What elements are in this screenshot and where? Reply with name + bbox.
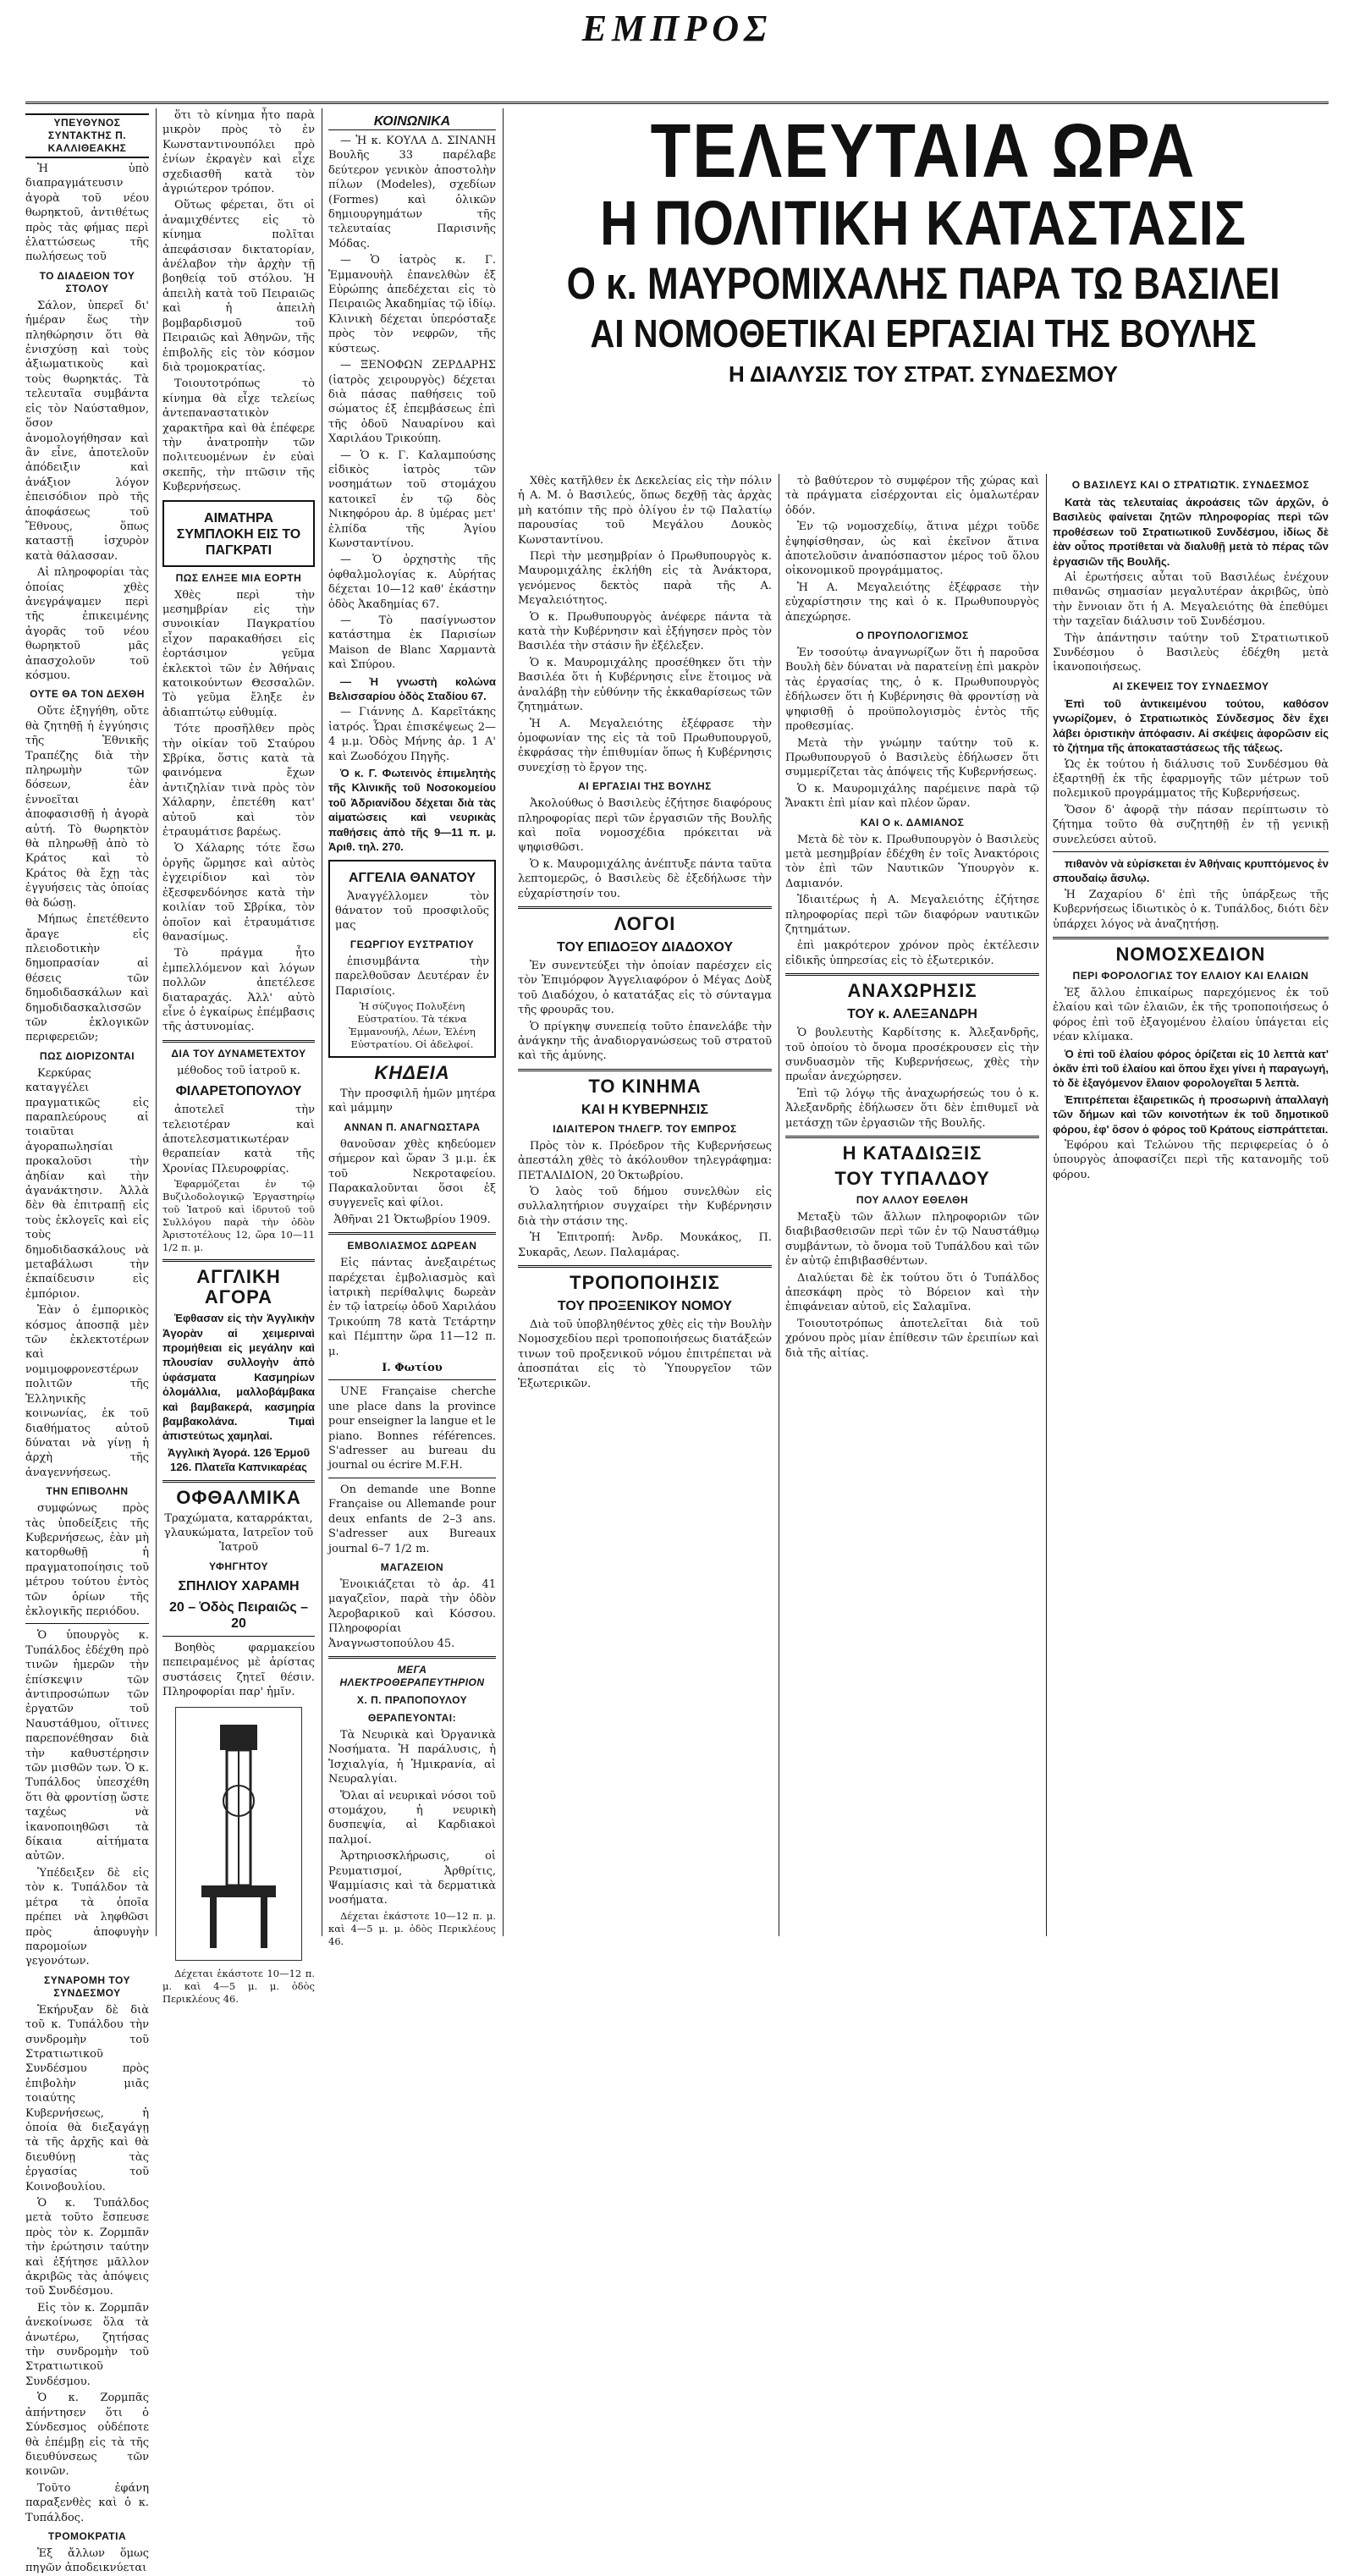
paragraph: — Ὁ κ. Γ. Καλαμπούσης εἰδικὸς ἰατρὸς τῶν νοσημάτων τοῦ στομάχου κατοικεῖ ἐν τῷ δὸς Νικηφόρου ἀρ. 8 ὑμέρας μετ' ἐλπίδα τῆς Ἁγίου Κωνσταντίνου. (328, 449, 496, 550)
headline-sub: ΙΔΙΑΙΤΕΡΟΝ ΤΗΛΕΓΡ. ΤΟΥ ΕΜΠΡΟΣ (553, 1122, 737, 1135)
ad-title-ofthalmika: ΟΦΘΑΛΜΙΚΑ (176, 1486, 301, 1508)
paragraph: Ὁ κ. Πρωθυπουργὸς ἀνέφερε πάντα τὰ κατὰ τὴν Κυβέρνησιν καὶ ἐξήγησεν πρὸς τὸν Βασιλέα τὴν στάσιν ἣν ἐξέλεξεν. (518, 610, 772, 653)
headline-sub: ΠΕΡΙ ΦΟΡΟΛΟΓΙΑΣ ΤΟΥ ΕΛΑΙΟΥ ΚΑΙ ΕΛΑΙΩΝ (1072, 969, 1309, 982)
paragraph: Εἰς πάντας ἀνεξαιρέτως παρέχεται ἐμβολιασμὸς καὶ ἰατρικὴ περίθαλψις δωρεὰν ἐν τῷ ἰατρείῳ ὁδοῦ Χαριλάου Τρικούπη 78 κατὰ Τετάρτην καὶ Πέμπτην ὥρα 11—12 π. μ. (328, 1257, 496, 1358)
column-5 (785, 474, 1039, 1936)
paragraph: συμφώνως πρὸς τὰς ὑποδείξεις τῆς Κυβερνήσεως, ἐὰν μὴ κατορθωθῇ ἡ πραγματοποίησις τοῦ μέτρου τούτου ἐντὸς τῶν ὁρίων τῆς ἐκλογικῆς περιόδου. (25, 1502, 149, 1618)
paragraph: Ὁ ὑπουργὸς κ. Τυπάλδος ἐδέχθη πρὸ τινῶν ἡμερῶν τὴν ἐπίσκεψιν τῶν ἀντιπροσώπων τῶν ἐργατῶν τοῦ Ναυστάθμου, οἵτινες παρεπονέθησαν διὰ τὴν καθυστέρησιν τῶν μισθῶν των. Ὁ κ. Τυπάλδος ὑπεσχέθη ὅτι θὰ φροντίσῃ ὥστε ταχέως νὰ ἱκανοποιηθῶσι τὰ δίκαια αἰτήματα αὐτῶν. (25, 1629, 149, 1863)
ad-name: ΣΠΗΛΙΟΥ ΧΑΡΑΜΗ (178, 1578, 300, 1593)
column-rule (503, 108, 504, 1936)
illustration-electrotherapy (175, 1707, 302, 1961)
paragraph: ὅτι τὸ κίνημα ἦτο παρὰ μικρὸν πρὸς τὸ ἐν Κωνσταντινουπόλει πρὸ ἐνίων ἐκραγὲν καὶ εἶχε σχεδιασθῆ κατὰ τὸν ἀγριώτερον τρόπον. (162, 109, 315, 196)
news-box-pagkrati (162, 500, 315, 567)
paragraph: Ὁ κ. Γ. Φωτεινὸς ἐπιμελητὴς τῆς Κλινικῆς τοῦ Νοσοκομείου τοῦ Ἀδριανίδου δέχεται διὰ τὰς αἱματώσεις καὶ νευρικὰς παθήσεις ἀπὸ τῆς 9—11 π. μ. Ἀριθ. τηλ. 270. (328, 767, 496, 854)
divider (25, 1623, 149, 1624)
paragraph: Ὁ λαὸς τοῦ δήμου συνελθὼν εἰς συλλαλητήριον συγχαίρει τὴν Κυβέρνησιν διὰ τὴν στάσιν της. (518, 1186, 772, 1228)
divider (328, 1232, 496, 1235)
death-notice-box (328, 860, 496, 1058)
paragraph: πιθανὸν νὰ εὑρίσκεται ἐν Ἀθήναις κρυπτόμενος ἐν σπουδαίῳ ἄσυλῳ. (1053, 856, 1329, 885)
headline-teleftaia-ora: ΤΕΛΕΥΤΑΙΑ ΩΡΑ (650, 107, 1197, 194)
main-headline-block (518, 108, 1329, 464)
paragraph: Διαλύεται δὲ ἐκ τούτου ὅτι ὁ Τυπάλδος ἀπεσκάφη πρὸς τὸ Βόρειον καὶ τὴν ἐπιφάνειαν αὐτοῦ, εἰς Σαλαμῖνα. (785, 1271, 1039, 1314)
column-6 (1053, 474, 1329, 1936)
paragraph: Ὁ κ. Μαυρομιχάλης παρέμεινε παρὰ τῷ Ἄνακτι ἐπὶ μίαν καὶ πλέον ὥραν. (785, 782, 1039, 811)
subheading: Ο ΒΑΣΙΛΕΥΣ ΚΑΙ Ο ΣΤΡΑΤΙΩΤΙΚ. ΣΥΝΔΕΣΜΟΣ (1071, 479, 1310, 491)
headline-tropopoiisis: ΤΡΟΠΟΠΟΙΗΣΙΣ (570, 1272, 720, 1294)
paragraph: Τοῦτο ἐφάνη παραξενθὲς καὶ ὁ κ. Τυπάλδος. (25, 2481, 149, 2524)
paragraph: Ὁ κ. Μαυρομιχάλης ἀνέπτυξε πάντα ταῦτα λεπτομερῶς, ὁ Βασιλεὺς δὲ ἐξεδήλωσε τὴν εὐχαρίστησίν του. (518, 857, 772, 900)
paragraph: — ΞΕΝΟΦΩΝ ΖΕΡΔΑΡΗΣ (ἰατρὸς χειρουργὸς) δέχεται διὰ πάσας παθήσεις τοῦ σώματος ἐξ ἐπεμβάσεως ἐπὶ τῆς ὁδοῦ Ναυαρίνου καὶ Χαριλάου Τρικούπη. (328, 359, 496, 446)
column-1 (25, 108, 149, 2575)
subheading: ΑΙ ΕΡΓΑΣΙΑΙ ΤΗΣ ΒΟΥΛΗΣ (578, 780, 712, 793)
paragraph-french: On demande une Bonne Française ou Allemande pour deux enfants de 2–3 ans. S'adresser aux Bureaux journal 6–7 1/2 m. (328, 1483, 496, 1555)
paragraph: Κερκύρας καταγγέλει πραγματικῶς εἰς παραπλεύρους αἱ τοιαῦται ἀγοραπωλησίαι προκαλοῦσι τὴν ἀηδίαν καὶ τὴν ἀγανάκτησιν. Ἀλλὰ δὲν θὰ ἐπιτραπῇ εἰς τοὺς ἐκλογεῖς καὶ εἰς τοὺς δημοδιδασκάλους νὰ μεταβάλωσι τὴν ἐκπαίδευσιν εἰς ἐμπόριον. (25, 1066, 149, 1301)
paragraph: Ἐν τῷ νομοσχεδίῳ, ἅτινα μέχρι τοῦδε ἐψηφίσθησαν, ὡς καὶ ἐκεῖνον ἅτινα ἀποτελοῦσιν ἀναπόσπαστον μέρος τοῦ ὅλου οἰκονομικοῦ προγράμματος. (785, 520, 1039, 578)
ad-name: Χ. Π. ΠΡΑΠΟΠΟΥΛΟΥ (356, 1693, 468, 1706)
divider (328, 1379, 496, 1380)
paragraph: — Ἡ γνωστὴ κολώνα Βελισσαρίου ὁδὸς Σταδίου 67. (328, 674, 496, 703)
paragraph: Ὁ βουλευτὴς Καρδίτσης κ. Ἀλεξανδρῆς, τοῦ ὁποίου τὸ ὄνομα προσέκρουσεν εἰς τὴν συνδυασμὸν τῆς Κυβερνήσεως, χθὲς τὴν πρωΐαν ἀνεχώρησεν. (785, 1027, 1039, 1084)
paragraph: — Ὁ ὀρχηστὴς τῆς ὀφθαλμολογίας κ. Αὐρήτας δέχεται 10—12 καθ' ἑκάστην ὁδὸς Ἀκαδημίας 67. (328, 553, 496, 611)
ad-heading: ΜΑΓΑΖΕΙΟΝ (380, 1560, 444, 1573)
paragraph: Μεταξὺ τῶν ἄλλων πληροφοριῶν τῶν διαβιβασθεισῶν περὶ τῶν ἐν τῷ Ναυστάθμῳ συμβάντων, τὸ ὄνομα τοῦ Τυπάλδου καὶ τῶν ἐν αὐτῷ ἐπιβιβασθέντων. (785, 1211, 1039, 1269)
divider (785, 973, 1039, 976)
ad-title-agglikh-agora: ΑΓΓΛΙΚΗ ΑΓΟΡΑ (196, 1266, 281, 1308)
paragraph: Ἀναγγέλλομεν τὸν θάνατον τοῦ προσφιλοῦς μας (335, 889, 489, 933)
column-2 (162, 108, 315, 2005)
subheading: ΠΩΣ ΔΙΟΡΙΖΟΝΤΑΙ (39, 1049, 135, 1062)
column-4 (518, 474, 772, 1936)
deceased-name: ΑΝΝΑΝ Π. ΑΝΑΓΝΩΣΤΑΡΑ (344, 1120, 481, 1133)
paragraph: Ὁ ἐπὶ τοῦ ἐλαίου φόρος ὁρίζεται εἰς 10 λεπτὰ κατ' ὀκᾶν ἐπὶ τοῦ ἐλαίου καὶ ὅπου ἔχει γίνει ἡ παραγωγή, τὸ δὲ ἐξαγόμενον ἔλαιον φορολογεῖται 5 λεπτὰ. (1053, 1047, 1329, 1090)
headline-anachorisis: ΑΝΑΧΩΡΗΣΙΣ (847, 980, 977, 1002)
subheading: ΤΗΝ ΕΠΙΒΟΛΗΝ (46, 1485, 129, 1498)
subheading: ΟΥΤΕ ΘΑ ΤΟΝ ΔΕΧΘΗ (30, 688, 145, 701)
paragraph: Τὴν ἀπάντησιν ταύτην τοῦ Στρατιωτικοῦ Συνδέσμου ὁ Βασιλεὺς ἐδέχθη μετὰ ἱκανοποιήσεως. (1053, 631, 1329, 674)
ad-heading: ΜΕΓΑ ΗΛΕΚΤΡΟΘΕΡΑΠΕΥΤΗΡΙΟΝ (339, 1663, 485, 1688)
divider (785, 1136, 1039, 1138)
ad-heading: ΔΙΑ ΤΟΥ ΔΥΝΑΜΕΤΕΧΤΟΥ (171, 1047, 306, 1060)
paragraph: Ὅσον δ' ἀφορᾷ τὴν πάσαν περίπτωσιν τὸ ζήτημα τοῦτο θὰ συζητηθῇ ἐν τῇ γενικῇ συνελεύσει αὐτοῦ. (1053, 803, 1329, 846)
subheading: ΤΟ ΔΙΑΔΕΙΟΝ ΤΟΥ ΣΤΟΛΟΥ (39, 269, 135, 294)
paragraph: Ἡ Ζαχαρίου δ' ἐπὶ τῆς ὑπάρξεως τῆς Κυβερνήσεως ἰδιωτικὸς ὁ κ. Τυπάλδος, διότι δὲν ὑπάρχει λόγος νὰ ἀναζητήσῃ. (1053, 888, 1329, 931)
ad-subheading: ΘΕΡΑΠΕΥΟΝΤΑΙ: (367, 1711, 457, 1724)
paragraph: Ἐφαρμόζεται ἐν τῷ Βυζιλοδολογικῷ Ἐργαστηρίῳ τοῦ Ἰατροῦ καὶ ἰδρυτοῦ τοῦ Συλλόγου παρὰ τὴν ὁδὸν Ἀριστοτέλους 12, ὥρα 10—11 1/2 π. μ. (162, 1178, 315, 1254)
subheading: ΣΥΝΑΡΟΜΗ ΤΟΥ ΣΥΝΔΕΣΜΟΥ (44, 1973, 130, 1999)
paragraph: Διὰ τοῦ ὑποβληθέντος χθὲς εἰς τὴν Βουλὴν Νομοσχεδίου περὶ τροποποιήσεως διατάξεών τινων τοῦ προξενικοῦ νόμου ἐπιτρέπεται νὰ ἀποσπάται εἰς τὸ Ὑπουργεῖον τῶν Ἐξωτερικῶν. (518, 1318, 772, 1390)
paragraph: Ἐκήρυξαν δὲ διὰ τοῦ κ. Τυπάλδου τὴν συνδρομὴν τοῦ Στρατιωτικοῦ Συνδέσμου πρὸς ἐπιβολὴν μιᾶς τοιαύτης Κυβερνήσεως, ἡ ὁποία θὰ διεξαγάγῃ τὰ τῆς ἀρχῆς καὶ θὰ διευθύνῃ τὰς ἐργασίας τοῦ Κοινοβουλίου. (25, 2003, 149, 2193)
paragraph: Ἡ σύζυγος Πολυξένη Εὐστρατίου. Τὰ τέκνα Ἐμμανουήλ, Λέων, Ἑλένη Εὐστρατίου. Οἱ ἀδελφοί. (349, 999, 476, 1050)
ad-heading: ΕΜΒΟΛΙΑΣΜΟΣ ΔΩΡΕΑΝ (347, 1240, 477, 1252)
divider (328, 1656, 496, 1659)
paragraph: Ἰδιαιτέρως ἡ Α. Μεγαλειότης ἐζήτησε πληροφορίας περὶ τῶν διαφόρων ναυτικῶν ζητημάτων. (785, 894, 1039, 936)
paragraph: — Ἡ κ. ΚΟΥΛΑ Δ. ΣΙΝΑΝΗ Βουλῆς 33 παρέλαβε δεύτερον γενικὸν ἀποστολὴν πίλων (Modeles), σχεδίων (Formes) καὶ ὁλικῶν δημιουργημάτων τῆς τελευταίας Παρισινῆς Μόδας. (328, 135, 496, 250)
ad-line: μέθοδος τοῦ ἰατροῦ κ. (177, 1064, 300, 1077)
headline-kinima: ΤΟ ΚΙΝΗΜΑ (588, 1075, 702, 1097)
ad-address: Ἀγγλικὴ Ἀγορά. 126 Ἑρμοῦ 126. Πλατεῖα Καπνικαρέας (167, 1445, 311, 1474)
headline-sub: ΚΑΙ Η ΚΥΒΕΡΝΗΣΙΣ (581, 1102, 708, 1117)
divider (518, 1069, 772, 1071)
paragraph: Εἰς τὸν κ. Ζορμπᾶν ἀνεκοίνωσε ὅλα τὰ ἀνωτέρω, ζητήσας τὴν συνδρομὴν τοῦ Στρατιωτικοῦ Συνδέσμου. (25, 2301, 149, 2388)
subheading: ΤΡΟΜΟΚΡΑΤΙΑ (47, 2529, 127, 2542)
divider (162, 1040, 315, 1043)
headline-nomothetikai: ΑΙ ΝΟΜΟΘΕΤΙΚΑΙ ΕΡΓΑΣΙΑΙ ΤΗΣ ΒΟΥΛΗΣ (590, 312, 1257, 356)
top-rule (25, 102, 1329, 104)
paragraph: Ἐπιτρέπεται ἐξαιρετικῶς ἡ προσωρινὴ ἀπαλλαγὴ τῶν δήμων καὶ τῶν κοινοτήτων ἐκ τοῦ δημοτικοῦ φόρου, ἐφ' ὅσον ὁ φόρος τοῦ Κράτους εἰσπράττεται. (1053, 1093, 1329, 1136)
headline-katadioxis: Η ΚΑΤΑΔΙΩΞΙΣ (842, 1142, 982, 1164)
column-rule (156, 108, 157, 1936)
paragraph: τὸ βαθύτερον τὸ συμφέρον τῆς χώρας καὶ τὰ πράγματα εἰσέρχονται εἰς ὁμαλωτέραν ὁδόν. (785, 475, 1039, 517)
paragraph: — Γιάννης Δ. Καρεῖτάκης ἰατρός. Ὧραι ἐπισκέψεως 2—4 μ.μ. Ὁδὸς Μήνης ἀρ. 1 Α' καὶ Ζωοδόχου Πηγῆς. (328, 706, 496, 763)
subheading: ΠΩΣ ΕΛΗΞΕ ΜΙΑ ΕΟΡΤΗ (175, 571, 302, 584)
paragraph: Ἐξ ἄλλου ἐπικαίρως παρεχόμενος ἐκ τοῦ ἐλαίου καὶ τῶν ἐλαιῶν, ἐκ τῆς τροποποιήσεως ὁ φόρος ἐπὶ τοῦ ἐξαγομένου ἐλαίου ὑπάγεται εἰς νέαν κλίμακα. (1053, 986, 1329, 1044)
paragraph: θανοῦσαν χθὲς κηδεύομεν σήμερον καὶ ὥραν 3 μ.μ. ἐκ τοῦ Νεκροταφείου. Παρακαλοῦνται ὅσοι ἐξ συγγενεῖς καὶ φίλοι. (328, 1137, 496, 1210)
paragraph: ἐπὶ μακρότερον χρόνον πρὸς ἐκτέλεσιν εἰδικῆς ὑπηρεσίας εἰς τὸ ἐξωτερικόν. (785, 939, 1039, 967)
ad-text: Ἐφθασαν εἰς τὴν Ἀγγλικὴν Ἀγορὰν αἱ χειμεριναὶ προμήθειαι εἰς μεγάλην καὶ πλουσίαν συλλογὴν ἀπὸ ὑφάσματα Κασμηρίων ὁλομάλλια, μαλλοβάμβακα καὶ βαμβακερά, κασμηρία βαμβακολάνα. Τιμαὶ ἀπιστεύτως χαμηλαί. (162, 1312, 315, 1443)
paragraph: Τὴν προσφιλῆ ἡμῶν μητέρα καὶ μάμμην (328, 1087, 496, 1115)
headline-sub: ΠΟΥ ΑΛΛΟΥ ΕΘΕΛΘΗ (856, 1194, 969, 1207)
paragraph: Πρὸς τὸν κ. Πρόεδρον τῆς Κυβερνήσεως ἀπεστάλη χθὲς τὸ ἀκόλουθον τηλεγράφημα: ΠΕΤΑΛΙΔΙΟΝ, 20 Ὀκτωβρίου. (518, 1139, 772, 1182)
paragraph: Ὁ Χάλαρης τότε ἔσω ὀργῆς ὥρμησε καὶ αὐτὸς ἐγχειρίδιον καὶ τὸν ἐξεσφενδόνησε κατὰ τὴν κοιλίαν τοῦ Σβρίκα, τὸν ὁποῖον καὶ ἐτραυμάτισε θανασίμως. (162, 842, 315, 944)
paragraph: Περὶ τὴν μεσημβρίαν ὁ Πρωθυπουργὸς κ. Μαυρομιχάλης ἐκλήθη εἰς τὰ Ἀνάκτορα, γενόμενος δεκτὸς παρὰ τῆς Α. Μεγαλειότητος. (518, 550, 772, 608)
ad-name: ΦΙΛΑΡΕΤΟΠΟΥΛΟΥ (175, 1084, 302, 1099)
paragraph: ἐπισυμβάντα τὴν παρελθοῦσαν Δευτέραν ἐν Παρισίοις. (335, 955, 489, 998)
divider (1053, 851, 1329, 852)
paragraph: Ἡ ὑπὸ διαπραγμάτευσιν ἀγορὰ τοῦ νέου θωρηκτοῦ, ἀντιθέτως πρὸς τὰς φήμας περὶ ἐλαττώσεως τῆς πωλήσεως τοῦ (25, 162, 149, 264)
paragraph: Τὸ πράγμα ἦτο ἐμπελλόμενον καὶ λόγων πολλῶν ἀπετέλεσε διαταραχάς. Ἀλλ' αὐτὸ εἶνε ὁ ἐγκαίρως ἐπέμβασις τῆς ἀστυνομίας. (162, 947, 315, 1034)
divider (162, 1636, 315, 1637)
paragraph: Κατὰ τὰς τελευταίας ἀκροάσεις τῶν ἀρχῶν, ὁ Βασιλεὺς φαίνεται ζητῶν πληροφορίας περὶ τῶν προθέσεων τοῦ Στρατιωτικοῦ Συνδέσμου, ἰδίως δὲ ἐὰν οὗτος προτίθεται νὰ διαλυθῇ μετὰ τὸ πέρας τῶν ἐργασιῶν τῆς Βουλῆς. (1053, 496, 1329, 568)
paragraph: Ὑπέδειξεν δὲ εἰς τὸν κ. Τυπάλδον τὰ μέτρα τὰ ὁποῖα πρέπει νὰ ληφθῶσι πρὸς ἀποφυγὴν παρομοίων γεγονότων. (25, 1866, 149, 1968)
paragraph: Βοηθὸς φαρμακείου πεπειραμένος μὲ ἀρίστας συστάσεις ζητεῖ θέσιν. Πληροφορίαι παρ' ἡμῖν. (162, 1641, 315, 1699)
divider (162, 1480, 315, 1483)
ad-name: ΥΦΗΓΗΤΟΥ (208, 1560, 269, 1572)
deceased-name: ΓΕΩΡΓΙΟΥ ΕΥΣΤΡΑΤΙΟΥ (350, 938, 475, 950)
headline-sub: ΤΟΥ ΕΠΙΔΟΞΟΥ ΔΙΑΔΟΧΟΥ (557, 939, 733, 955)
subheading: ΑΙ ΣΚΕΨΕΙΣ ΤΟΥ ΣΥΝΔΕΣΜΟΥ (1112, 680, 1269, 692)
ad-text: Τραχώματα, καταρράκται, γλαυκώματα, Ιατρεῖον τοῦ Ἰατροῦ (163, 1511, 314, 1555)
paragraph: Σάλον, ὑπερεῖ δι' ἡμέραν ἕως τὴν πληθώρησιν ὅτι θὰ ἐνισχύσῃ καὶ τοὺς ἀξιωματικοὺς καὶ τοὺς θωρηκτάς. Τὰ τελευταῖα συμβάντα εἰς τὸν Ναύσταθμον, ὅσον ἀνομολογήθησαν καὶ ἂν εἶνε, ἀποτελοῦν ἀπόδειξιν καὶ ἀνάξιον λόγον ἐπεισόδιον πρὸ τῆς ἀποφάσεως τοῦ Ἔθνους, ὅπως καταστῇ ἰσχυρὸν κατὰ θάλασσαν. (25, 299, 149, 563)
paragraph: Τότε προσῆλθεν πρὸς τὴν οἰκίαν τοῦ Σταύρου Σβρίκα, ὅστις κατὰ τὰ φαινόμενα ἔχων ἀντιζηλίαν τινὰ πρὸς τὸν Χάλαρην, ἐπετέθη κατ' αὐτοῦ καὶ τὸν ἐτραυμάτισε βαρέως. (162, 723, 315, 839)
paragraph: Δέχεται ἑκάστοτε 10—12 π. μ. καὶ 4—5 μ. μ. ὁδὸς Περικλέους 46. (328, 1909, 496, 1947)
paragraph: Χθὲς κατῆλθεν ἐκ Δεκελείας εἰς τὴν πόλιν ἡ Α. Μ. ὁ Βασιλεύς, ὅπως δεχθῇ τὰς ἀρχὰς μὴ κατόπιν τῆς πρὸ ὀλίγου ἐν τῷ Παλατίῳ παρουσίας τοῦ Μεγάλου Δουκὸς Κωνσταντίνου. (518, 475, 772, 547)
funeral-heading: ΚΗΔΕΙΑ (374, 1061, 450, 1083)
paragraph: Ὅλαι αἱ νευρικαὶ νόσοι τοῦ στομάχου, ἡ νευρικὴ δυσπεψία, αἱ Καρδιακοὶ παλμοί. (328, 1789, 496, 1847)
paragraph: Ἐπὶ τοῦ ἀντικειμένου τούτου, καθόσον γνωρίζομεν, ὁ Στρατιωτικὸς Σύνδεσμος δὲν ἔχει λάβει ὁριστικὴν ἀπόφασιν. Αἱ σκέψεις ἀφορῶσιν εἰς τὸ ζήτημα τῆς ἀποκαταστάσεως τῆς τάξεως. (1053, 696, 1329, 755)
paragraph: Μετὰ δὲ τὸν κ. Πρωθυπουργὸν ὁ Βασιλεὺς μετὰ μεσημβρίαν ἐδέχθη ἐν τοῖς Ἀνακτόροις τὸν ἐπὶ τῶν Ναυτικῶν Ὑπουργὸν κ. Δαμιανόν. (785, 833, 1039, 890)
paragraph: Ὁ κ. Τυπάλδος μετὰ τοῦτο ἔσπευσε πρὸς τὸν κ. Ζορμπᾶν τὴν ἐρώτησιν ταύτην καὶ ἐξήτησε μᾶλλον ἀκριβῶς τὰς ἀπόψεις τοῦ Συνδέσμου. (25, 2197, 149, 2298)
subheading: Ο ΠΡΟΥΠΟΛΟΓΙΣΜΟΣ (856, 630, 969, 642)
paragraph: Ἀρτηριοσκλήρωσις, οἱ Ρευματισμοί, Ἀρθρίτις, Ψαμμίασις καὶ τὰ δερματικὰ νοσήματα. (328, 1850, 496, 1907)
paragraph: Ἐν τοσούτῳ ἀναγνωρίζων ὅτι ἡ παροῦσα Βουλὴ δὲν δύναται νὰ παρατείνῃ ἐπὶ μακρὸν τὰς ἐργασίας της, ὁ κ. Πρωθυπουργὸς ἐδήλωσεν ὅτι ἡ Κυβέρνησις θὰ φροντίσῃ νὰ ψηφισθῇ ὁ προϋπολογισμὸς ἐντὸς τῆς προθεσμίας. (785, 647, 1039, 734)
paragraph-french: UNE Française cherche une place dans la province pour enseigner la langue et le piano. Bonnes références. S'adresser au bureau du journal ou écrire M.F.H. (328, 1385, 496, 1472)
paragraph: Τοιουτοτρόπως ἀποτελεῖται διὰ τοῦ χρόνου πρὸς μίαν ἐπίθεσιν τῶν ἐρειπίων καὶ διὰ τῆς αἰτίας. (785, 1317, 1039, 1360)
paragraph: ἀποτελεῖ τὴν τελειοτέραν καὶ ἀποτελεσματικωτέραν θεραπείαν κατὰ τῆς Χρονίας Πλευροφρίας. (162, 1104, 315, 1175)
headline-mavromichalis: Ο κ. ΜΑΥΡΟΜΙΧΑΛΗΣ ΠΑΡΑ ΤΩ ΒΑΣΙΛΕΙ (566, 259, 1280, 309)
subheading: ΚΑΙ Ο κ. ΔΑΜΙΑΝΟΣ (860, 816, 965, 828)
paragraph: Ἐπὶ τῷ λόγῳ τῆς ἀναχωρήσεώς του ὁ κ. Ἀλεξανδρῆς ἐδήλωσεν ὅτι δὲν ἐπιθυμεῖ νὰ μετάσχῃ τῶν ἐργασιῶν τῆς Βουλῆς. (785, 1087, 1039, 1130)
divider (518, 1265, 772, 1268)
paragraph: Δέχεται ἑκάστοτε 10—12 π. μ. καὶ 4—5 μ. μ. ὁδὸς Περικλέους 46. (162, 1967, 315, 2005)
headline-politiki-katastasis: Η ΠΟΛΙΤΙΚΗ ΚΑΤΑΣΤΑΣΙΣ (599, 189, 1247, 259)
paragraph: Ἡ Ἐπιτροπή: Ἀνδρ. Μουκάκος, Π. Συκαρᾶς, Λεων. Παλαμάρας. (518, 1231, 772, 1259)
headline-dialysis: Η ΔΙΑΛΥΣΙΣ ΤΟΥ ΣΤΡΑΤ. ΣΥΝΔΕΣΜΟΥ (728, 361, 1118, 387)
paragraph: Τοιουτοτρόπως τὸ κίνημα θὰ εἶχε τελείως ἀντεπαναστατικὸν χαρακτῆρα καὶ θὰ ἐπέφερε τὴν ἀνατροπὴν τῶν πολιτευομένων ἐν εὐαὶ σκεπῆς, τὴν πτῶσιν τῆς Κυβερνήσεως. (162, 377, 315, 494)
paragraph: — Ὁ ἰατρὸς κ. Γ. Ἐμμανουὴλ ἐπανελθὼν ἐξ Εὐρώπης ἀπεδέχεται εἰς τὸ Πειραιῶς Ἀκαδημίας τῷ ἰδίῳ. Κλινικὴ δέχεται ὑπερόσταξε πρὸς τὸν νεφρῶν, τῆς κύστεως. (328, 254, 496, 355)
paragraph: Ὁ κ. Μαυρομιχάλης προσέθηκεν ὅτι τὴν Βασιλέα ὅτι ἡ Κυβέρνησις εἶνε ἕτοιμος νὰ ἀναλάβῃ τὴν εὐθύνην τῆς ἐκκαθαρίσεως τῶν ζητημάτων. (518, 656, 772, 714)
date: Ἀθῆναι 21 Ὀκτωβρίου 1909. (333, 1213, 491, 1226)
ad-address: 20 – Ὁδὸς Πειραιῶς – 20 (168, 1599, 308, 1631)
paragraph: Μετὰ τὴν γνώμην ταύτην τοῦ κ. Πρωθυπουργοῦ ὁ Βασιλεὺς ἐδήλωσεν ὅτι συμμερίζεται τὰς ἀπόψεις τῆς Κυβερνήσεως. (785, 736, 1039, 779)
paragraph: Οὕτως φέρεται, ὅτι οἱ ἀναμιχθέντες εἰς τὸ κίνημα πολῖται ἀπεφάσισαν δικτατορίαν, ἀνέλαβον τὴν ἀρχὴν τῇ βοηθείᾳ τοῦ στόλου. Ἡ ἀπειλὴ κατὰ τοῦ Πειραιῶς καὶ ἡ ἀπειλὴ βομβαρδισμοῦ τοῦ Πειραιῶς καὶ Ἀθηνῶν, τῆς ἐπιβολῆς εἰς τὸν κόσμον διὰ τρομοκρατίας. (162, 199, 315, 374)
paragraph: Ἀκολούθως ὁ Βασιλεὺς ἐζήτησε διαφόρους πληροφορίας περὶ τῶν ἐργασιῶν τῆς Βουλῆς καὶ ποῖα νομοσχέδια πρόκειται νὰ ψηφισθῶσι. (518, 797, 772, 855)
headline-nomosxedion: ΝΟΜΟΣΧΕΔΙΟΝ (1115, 943, 1266, 965)
editor-line: ΥΠΕΥΘΥΝΟΣ ΣΥΝΤΑΚΤΗΣ Π. ΚΑΛΛΙΘΕΑΚΗΣ (25, 113, 149, 158)
paragraph: Αἱ ἐρωτήσεις αὗται τοῦ Βασιλέως ἐνέχουν πιθανῶς σημασίαν μεγαλυτέραν ἀκριβῶς, ὑπὸ τὴν ἔννοιαν ὅτι ἡ Α. Μεγαλειότης θὰ ἐπεθύμει τὴν ταχεῖαν διάλυσιν τοῦ Συνδέσμου. (1053, 571, 1329, 629)
paragraph: Οὔτε ἐξηγήθη, οὔτε θὰ ζητηθῇ ἡ ἐγγύησις τῆς Ἐθνικῆς Τραπέζης διὰ τὴν πληρωμὴν τῶν δόσεων, ἐὰν ἐννοεῖται ἀποφασισθῇ ἡ ἀγορὰ αὐτή. Τὸ θωρηκτὸν θὰ πληρωθῇ ἀπὸ τὸ Κράτος καὶ τὸ Κράτος θὰ ἔχῃ τὰς ἐγγυήσεις τὰς ὁποίας θὰ δώσῃ. (25, 705, 149, 910)
paragraph: Ἐξ ἄλλων ὅμως πηγῶν ἀποδεικνύεται (25, 2546, 149, 2575)
box-title: ΑΙΜΑΤΗΡΑ ΣΥΜΠΛΟΚΗ ΕΙΣ ΤΟ ΠΑΓΚΡΑΤΙ (176, 510, 301, 558)
box-title: ΑΓΓΕΛΙΑ ΘΑΝΑΤΟΥ (348, 870, 476, 885)
paragraph: Ἐνοικιάζεται τὸ ἀρ. 41 μαγαζεῖον, παρὰ τὴν ὁδὸν Ἀεροβαρικοῦ καὶ Κόσσου. Πληροφορίαι Ἀναγνωστοπούλου 45. (328, 1577, 496, 1650)
paragraph: Ὁ κ. Ζορμπᾶς ἀπήντησεν ὅτι ὁ Σύνδεσμος οὐδέποτε θὰ ἐπέμβῃ εἰς τὰ τῆς διευθύνσεως τῶν κοινῶν. (25, 2392, 149, 2479)
divider (518, 906, 772, 909)
signature: Ι. Φωτίου (382, 1362, 443, 1375)
headline-sub: ΤΟΥ ΠΡΟΞΕΝΙΚΟΥ ΝΟΜΟΥ (557, 1299, 733, 1314)
paragraph: Χθὲς περὶ τὴν μεσημβρίαν εἰς τὴν συνοικίαν Παγκρατίου εἶχον παρακαθήσει εἰς ἐορτάσιμον γεῦμα ἐκλεκτοὶ τῶν ἐν Ἀθήναις κατοικούντων Θεσσαλῶν. Τὸ γεῦμα ἔληξε ἐν ἀδιαπτώτῳ εὐθυμίᾳ. (162, 588, 315, 719)
paragraph: Ὁ πρίγκηψ συνεπείᾳ τοῦτο ἐπανελάβε τὴν ἀνάγκην τῆς ἀναδιοργανώσεως τοῦ στρατοῦ καὶ τῆς ἀμύνης. (518, 1020, 772, 1063)
column-3 (328, 108, 496, 1947)
column-rule (1046, 474, 1047, 1936)
paragraph: Ἡ Α. Μεγαλειότης ἐξέφρασε τὴν ὁμοφωνίαν της εἰς τὰ τοῦ Πρωθυπουργοῦ, ἐκφράσας τὴν ἐπιθυμίαν ὅπως ἡ Κυβέρνησις συνεχίσῃ τὸ ἔργον της. (518, 717, 772, 774)
section-heading-koinonika: ΚΟΙΝΩΝΙΚΑ (328, 113, 496, 130)
paragraph: Ἐν συνεντεύξει τὴν ὁποίαν παρέσχεν εἰς τὸν Ἐπιμόρφον Ἀγγελιαφόρον ὁ Μέγας Δοὺξ τοῦ Διαδόχου, ὁ κατατάξας εἰς τὸ σύνταγμα τῆς φρουρᾶς του. (518, 959, 772, 1017)
electrotherapy-device-icon (176, 1708, 301, 1960)
paragraph: Τὰ Νευρικὰ καὶ Ὀργανικὰ Νοσήματα. Ἡ παράλυσις, ἡ Ἰσχιαλγία, ἡ Ἡμικρανία, αἱ Νευραλγίαι. (328, 1728, 496, 1786)
divider (162, 1259, 315, 1262)
paragraph: Ἐὰν ὁ ἐμπορικὸς κόσμος ἀποσπᾷ μὲν τῶν ἐκλεκτοτέρων καὶ νομιμοφρονεστέρων πολιτῶν τῆς Ἑλληνικῆς κοινωνίας, ἐκ τοῦ διαθήματος αὐτοῦ δύναται νὰ γίνῃ ἡ ἀρχὴ τῆς ἀναγεννήσεως. (25, 1304, 149, 1479)
headline-sub: ΤΟΥ ΤΥΠΑΛΔΟΥ (834, 1168, 990, 1190)
paragraph: — Τὸ πασίγνωστον κατάστημα ἐκ Παρισίων Maison de Blanc Χαρμαντὰ καὶ Σπύρου. (328, 614, 496, 672)
masthead-title: ΕΜΠΡΟΣ (581, 8, 773, 49)
headline-sub: ΤΟΥ κ. ΑΛΕΞΑΝΔΡΗ (847, 1007, 977, 1022)
headline-logoi: ΛΟΓΟΙ (614, 912, 676, 934)
paragraph: Ἐφόρου καὶ Τελώνου τῆς περιφερείας ὁ ὁ ὑπουργὸς ἀποφασίζει περὶ τῆς κατανομῆς τοῦ φόρου. (1053, 1139, 1329, 1181)
divider (1053, 937, 1329, 939)
paragraph: Μήπως ἐπετέθεντο ἄραγε εἰς πλειοδοτικὴν δημοπρασίαν αἱ θέσεις τῶν δημοδιδασκάλων καὶ δημοδιδασκαλισσῶν τῶν ἐκλογικῶν περιφερειῶν; (25, 913, 149, 1044)
paragraph: Ἡ Α. Μεγαλειότης ἐξέφρασε τὴν εὐχαρίστησιν της καὶ ὁ κ. Πρωθυπουργὸς ἀπεχώρησε. (785, 581, 1039, 624)
paragraph: Αἱ πληροφορίαι τὰς ὁποίας χθὲς ἀνεγράψαμεν περὶ τῆς ἐπικειμένης ἀγορᾶς τοῦ νέου θωρηκτοῦ μᾶς ἀπασχολοῦν τοῦ κόσμου. (25, 566, 149, 682)
paragraph: Ὡς ἐκ τούτου ἡ διάλυσις τοῦ Συνδέσμου θὰ ἐξαρτηθῇ ἐκ τῆς ἐφαρμογῆς τῶν μέτρων τοῦ πολεμικοῦ προγράμματος τῆς Κυβερνήσεως. (1053, 757, 1329, 801)
